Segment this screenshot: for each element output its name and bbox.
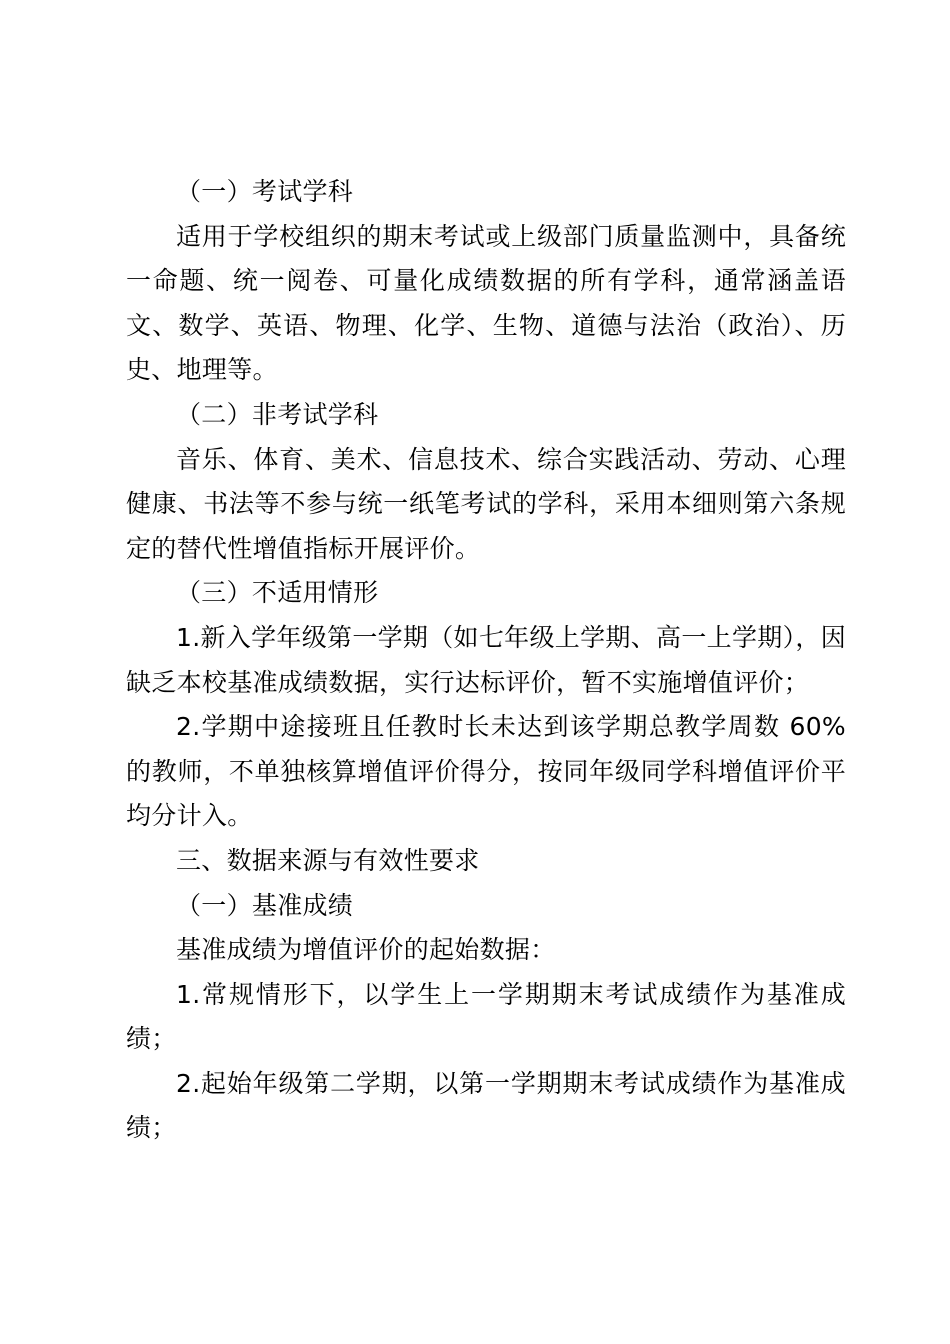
paragraph-non-exam-subjects: 音乐、体育、美术、信息技术、综合实践活动、劳动、心理健康、书法等不参与统一纸笔考试的学科，采用本细则第六条规定的替代性增值指标开展评价。 (126, 444, 846, 563)
paragraph-baseline-intro: 基准成绩为增值评价的起始数据： (176, 935, 556, 965)
heading-exam-subjects: （一）考试学科 (176, 177, 354, 206)
paragraph-baseline-2: 2.起始年级第二学期，以第一学期期末考试成绩作为基准成绩； (126, 1068, 846, 1143)
document-body (126, 170, 846, 1151)
paragraph-exam-subjects: 适用于学校组织的期末考试或上级部门质量监测中，具备统一命题、统一阅卷、可量化成绩数据的所有学科，通常涵盖语文、数学、英语、物理、化学、生物、道德与法治（政治）、历史、地理等。 (126, 221, 846, 385)
heading-not-applicable: （三）不适用情形 (176, 578, 379, 608)
paragraph-not-applicable-1: 1.新入学年级第一学期（如七年级上学期、高一上学期），因缺乏本校基准成绩数据，实行达标评价，暂不实施增值评价； (126, 622, 846, 697)
section-heading-data-source: 三、数据来源与有效性要求 (176, 845, 480, 875)
heading-baseline-score: （一）基准成绩 (176, 890, 354, 920)
paragraph-not-applicable-2: 2.学期中途接班且任教时长未达到该学期总教学周数 60%的教师，不单独核算增值评价得分，按同年级同学科增值评价平均分计入。 (126, 712, 846, 831)
heading-non-exam-subjects: （二）非考试学科 (176, 399, 379, 429)
paragraph-baseline-1: 1.常规情形下，以学生上一学期期末考试成绩作为基准成绩； (126, 979, 846, 1054)
